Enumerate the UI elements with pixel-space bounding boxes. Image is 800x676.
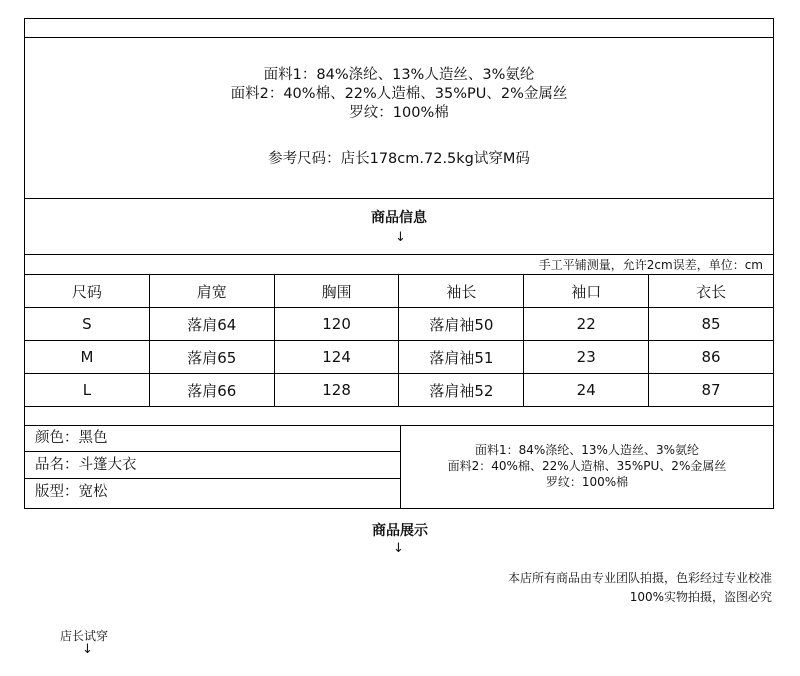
photo-disclaimer-line-1: 本店所有商品由专业团队拍摄，色彩经过专业校准: [507, 571, 772, 585]
table-cell: M: [25, 341, 150, 374]
fabric-composition-box: [24, 37, 774, 199]
table-header-row: [25, 275, 774, 308]
fabric-summary: [401, 425, 773, 508]
table-cell: 落肩64: [149, 308, 274, 341]
header-size: 尺码: [25, 275, 150, 308]
fit-attribute: 版型：宽松: [35, 484, 108, 500]
header-length: 衣长: [649, 275, 774, 308]
table-cell: 落肩65: [149, 341, 274, 374]
table-cell: L: [25, 374, 150, 407]
table-row: [25, 341, 774, 374]
header-sleeve: 袖长: [399, 275, 524, 308]
product-info-title: 商品信息: [371, 210, 427, 226]
product-display-title: 商品展示: [372, 523, 428, 539]
product-details-box: [24, 425, 774, 509]
down-arrow-icon: ↓: [395, 230, 406, 245]
down-arrow-icon: ↓: [82, 642, 93, 657]
header-shoulder: 肩宽: [149, 275, 274, 308]
table-cell: 落肩袖52: [399, 374, 524, 407]
manager-tryon-label: 店长试穿: [60, 629, 109, 643]
table-cell: 落肩66: [149, 374, 274, 407]
photo-disclaimer-line-2: 100%实物拍摄，盗图必究: [629, 590, 772, 604]
table-cell: 落肩袖50: [399, 308, 524, 341]
table-row: [25, 374, 774, 407]
blank-row: [24, 405, 774, 426]
table-cell: 23: [524, 341, 649, 374]
table-cell: 24: [524, 374, 649, 407]
header-cuff: 袖口: [524, 275, 649, 308]
size-table: [24, 274, 774, 407]
reference-size: 参考尺码：店长178cm.72.5kg试穿M码: [268, 151, 530, 167]
product-info-header: [24, 198, 774, 255]
table-cell: 120: [274, 308, 399, 341]
measure-note: 手工平铺测量，允许2cm误差，单位：cm: [538, 258, 763, 272]
down-arrow-icon: ↓: [393, 541, 404, 556]
top-strip: [24, 18, 774, 38]
table-row: [25, 308, 774, 341]
rib-line: 罗纹：100%棉: [349, 105, 449, 121]
table-cell: S: [25, 308, 150, 341]
fabric-line-2: 面料2：40%棉、22%人造棉、35%PU、2%金属丝: [230, 86, 568, 102]
name-attribute: 品名：斗篷大衣: [25, 452, 400, 479]
table-cell: 落肩袖51: [399, 341, 524, 374]
table-cell: 86: [649, 341, 774, 374]
table-cell: 124: [274, 341, 399, 374]
table-cell: 128: [274, 374, 399, 407]
fabric-line-1: 面料1：84%涤纶、13%人造丝、3%氨纶: [263, 67, 535, 83]
attributes-column: [25, 425, 401, 508]
fabric-summary-line-1: 面料1：84%涤纶、13%人造丝、3%氨纶: [474, 443, 700, 457]
table-cell: 87: [649, 374, 774, 407]
table-cell: 85: [649, 308, 774, 341]
measure-note-row: [24, 254, 774, 275]
color-attribute: 颜色：黑色: [25, 425, 400, 452]
header-chest: 胸围: [274, 275, 399, 308]
fabric-summary-line-2: 面料2：40%棉、22%人造棉、35%PU、2%金属丝: [447, 459, 727, 473]
rib-summary-line: 罗纹：100%棉: [545, 475, 629, 489]
table-cell: 22: [524, 308, 649, 341]
